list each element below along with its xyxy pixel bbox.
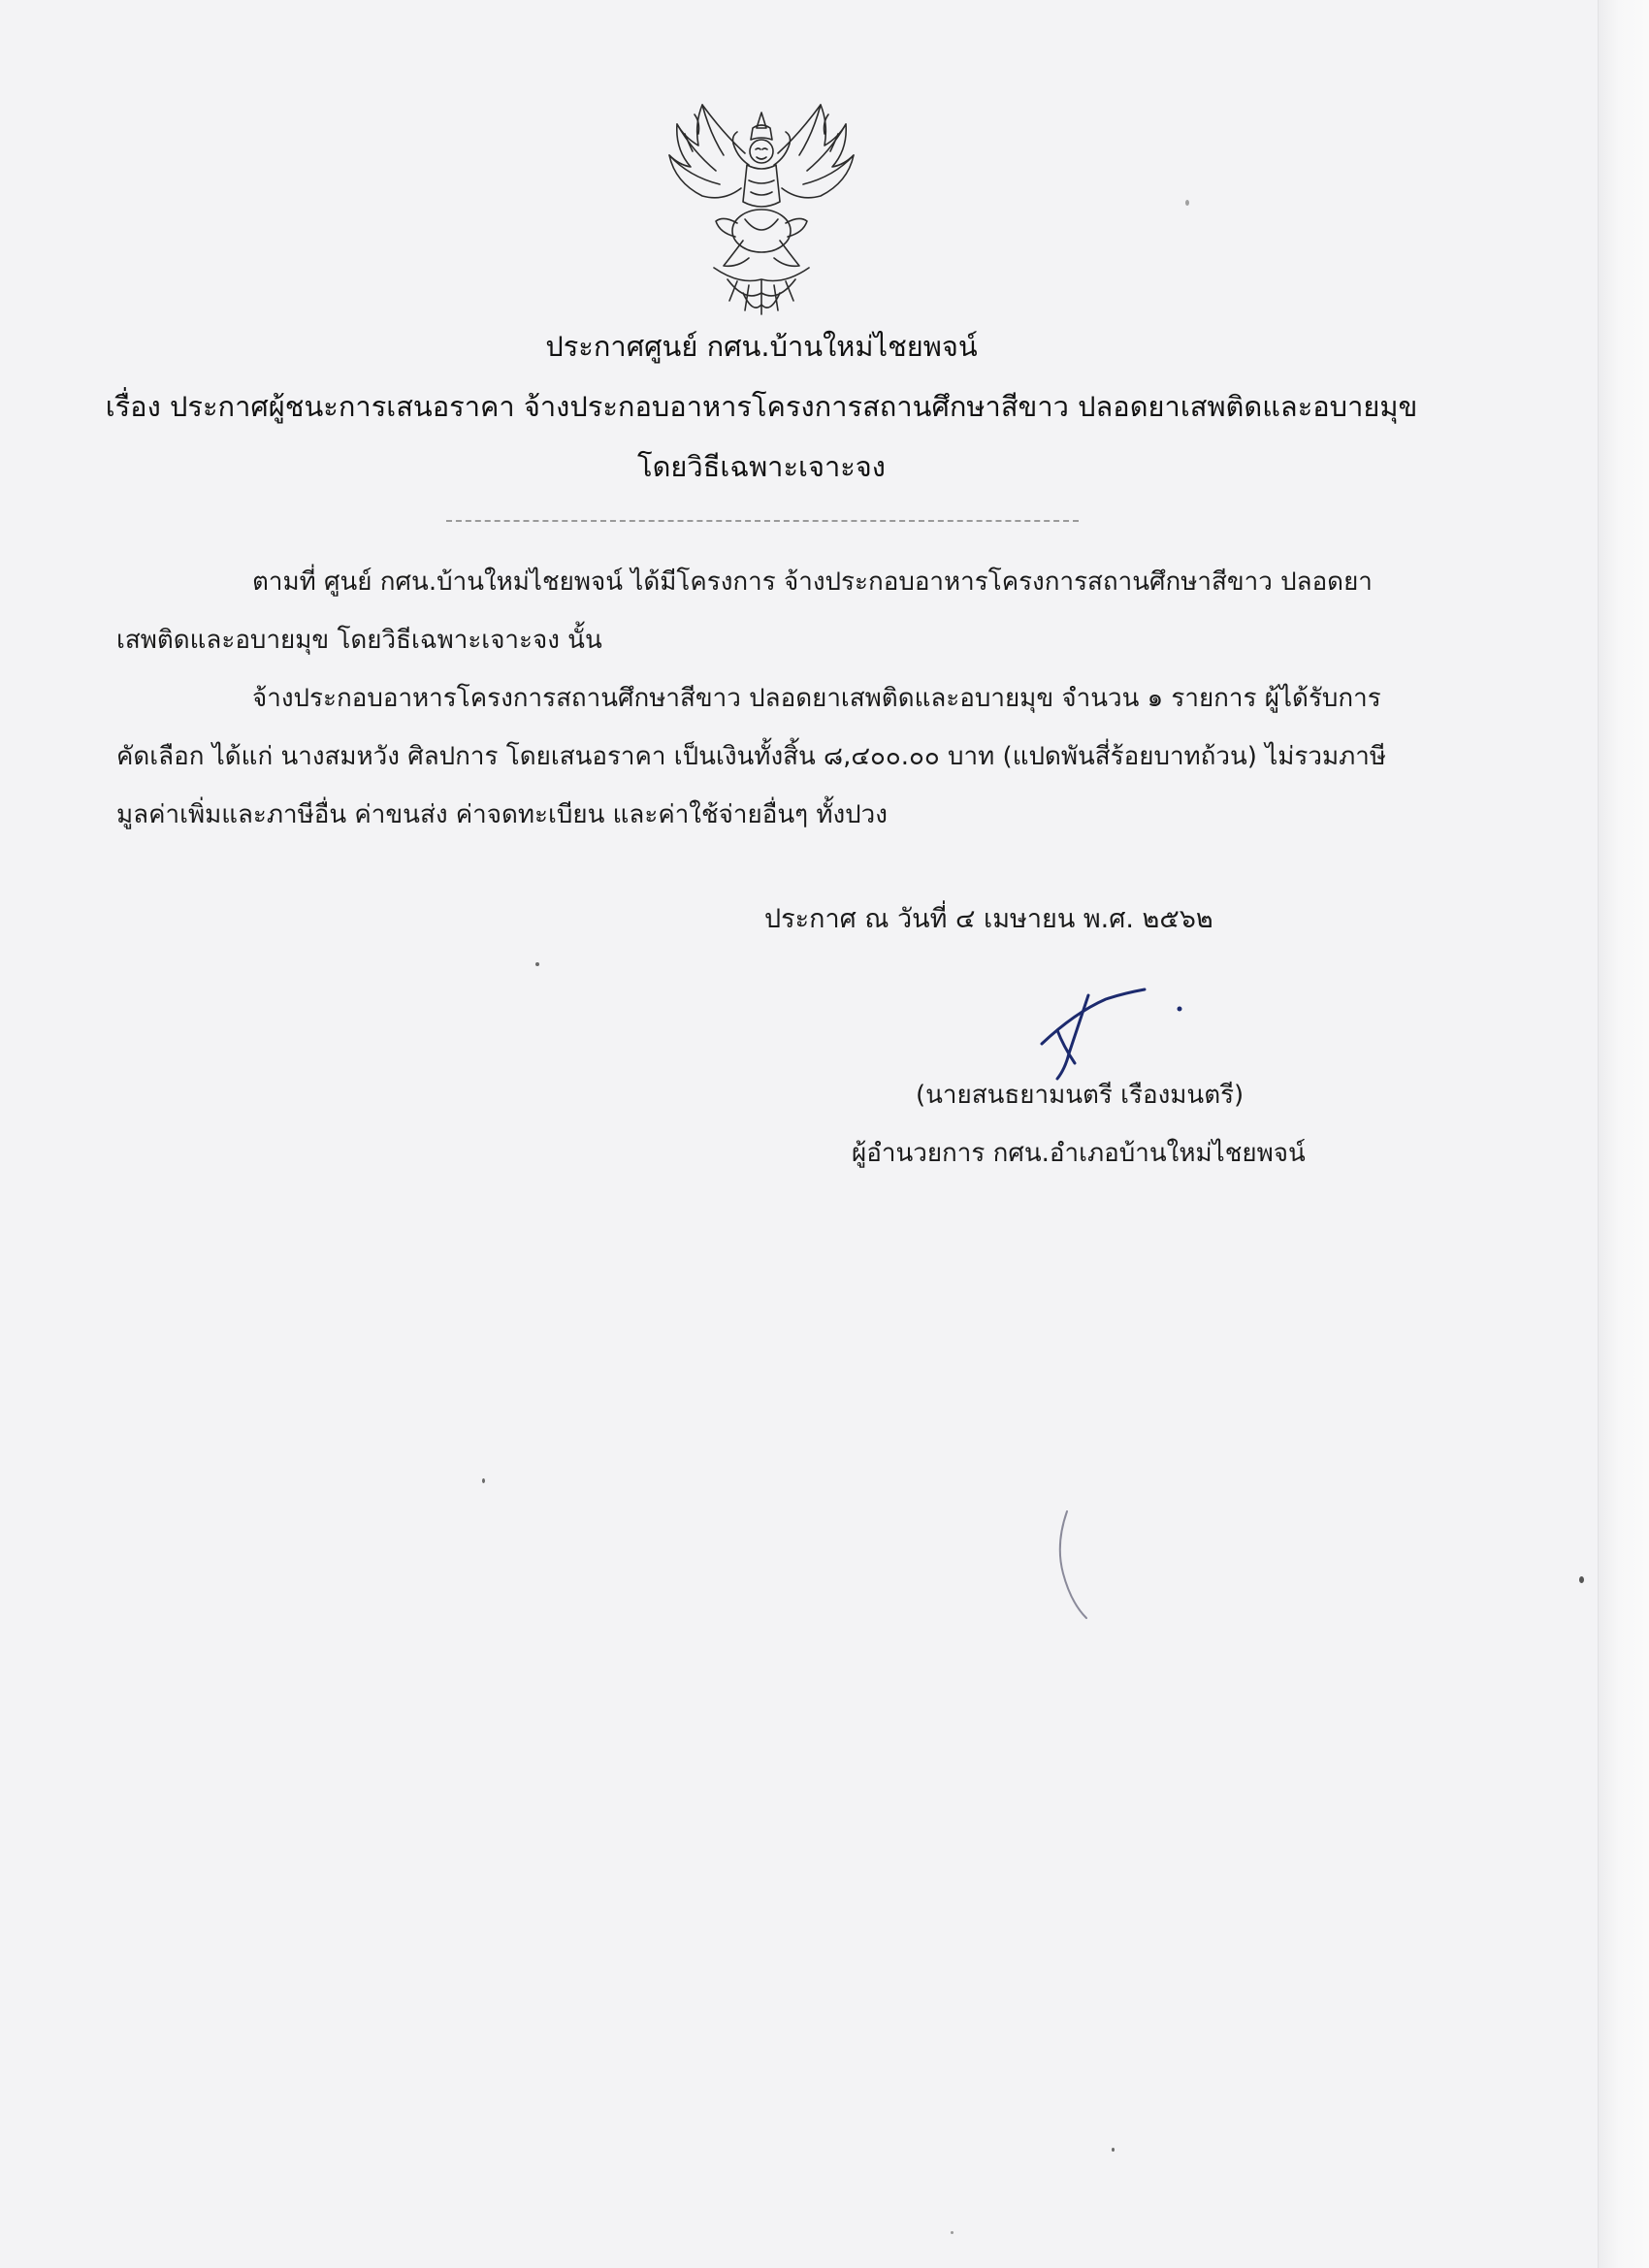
scan-speck xyxy=(1185,200,1189,206)
stray-pencil-mark xyxy=(1053,1506,1092,1622)
scan-edge xyxy=(1598,0,1649,2268)
scan-speck xyxy=(1579,1576,1584,1583)
signer-position: ผู้อำนวยการ กศน.อำเภอบ้านใหม่ไชยพจน์ xyxy=(852,1139,1306,1168)
handwritten-signature xyxy=(1036,986,1191,1083)
title-line-1: ประกาศศูนย์ กศน.บ้านใหม่ไชยพจน์ xyxy=(545,330,978,363)
body-paragraph-1: ตามที่ ศูนย์ กศน.บ้านใหม่ไชยพจน์ ได้มีโครงการ จ้างประกอบอาหารโครงการสถานศึกษาสีขาว ปลอดยาเสพติดและอบายมุข โดยวิธีเฉพาะเจาะจง นั้น xyxy=(116,567,1373,655)
separator-line xyxy=(446,520,1079,522)
signer-name: (นายสนธยามนตรี เรืองมนตรี) xyxy=(916,1081,1245,1110)
document-body xyxy=(116,553,1397,844)
document-title xyxy=(58,326,1465,506)
title-line-3: โดยวิธีเฉพาะเจาะจง xyxy=(637,450,886,483)
scan-speck xyxy=(951,2231,954,2234)
announcement-date: ประกาศ ณ วันที่ ๔ เมษายน พ.ศ. ๒๕๖๒ xyxy=(764,904,1213,934)
body-paragraph-2: จ้างประกอบอาหารโครงการสถานศึกษาสีขาว ปลอดยาเสพติดและอบายมุข จำนวน ๑ รายการ ผู้ได้รับการคัดเลือก ได้แก่ นางสมหวัง ศิลปการ โดยเสนอราคา เป็นเงินทั้งสิ้น ๘,๔๐๐.๐๐ บาท (แปดพันสี่ร้อยบาทถ้วน) ไม่รวมภาษีมูลค่าเพิ่มและภาษีอื่น ค่าขนส่ง ค่าจดทะเบียน และค่าใช้จ่ายอื่นๆ ทั้งปวง xyxy=(116,684,1387,829)
scan-speck xyxy=(535,962,539,966)
scan-speck xyxy=(482,1478,485,1483)
garuda-emblem-icon xyxy=(656,95,867,324)
scan-speck xyxy=(1112,2148,1115,2152)
title-line-2: เรื่อง ประกาศผู้ชนะการเสนอราคา จ้างประกอบอาหารโครงการสถานศึกษาสีขาว ปลอดยาเสพติดและอบายมุข xyxy=(105,390,1418,423)
